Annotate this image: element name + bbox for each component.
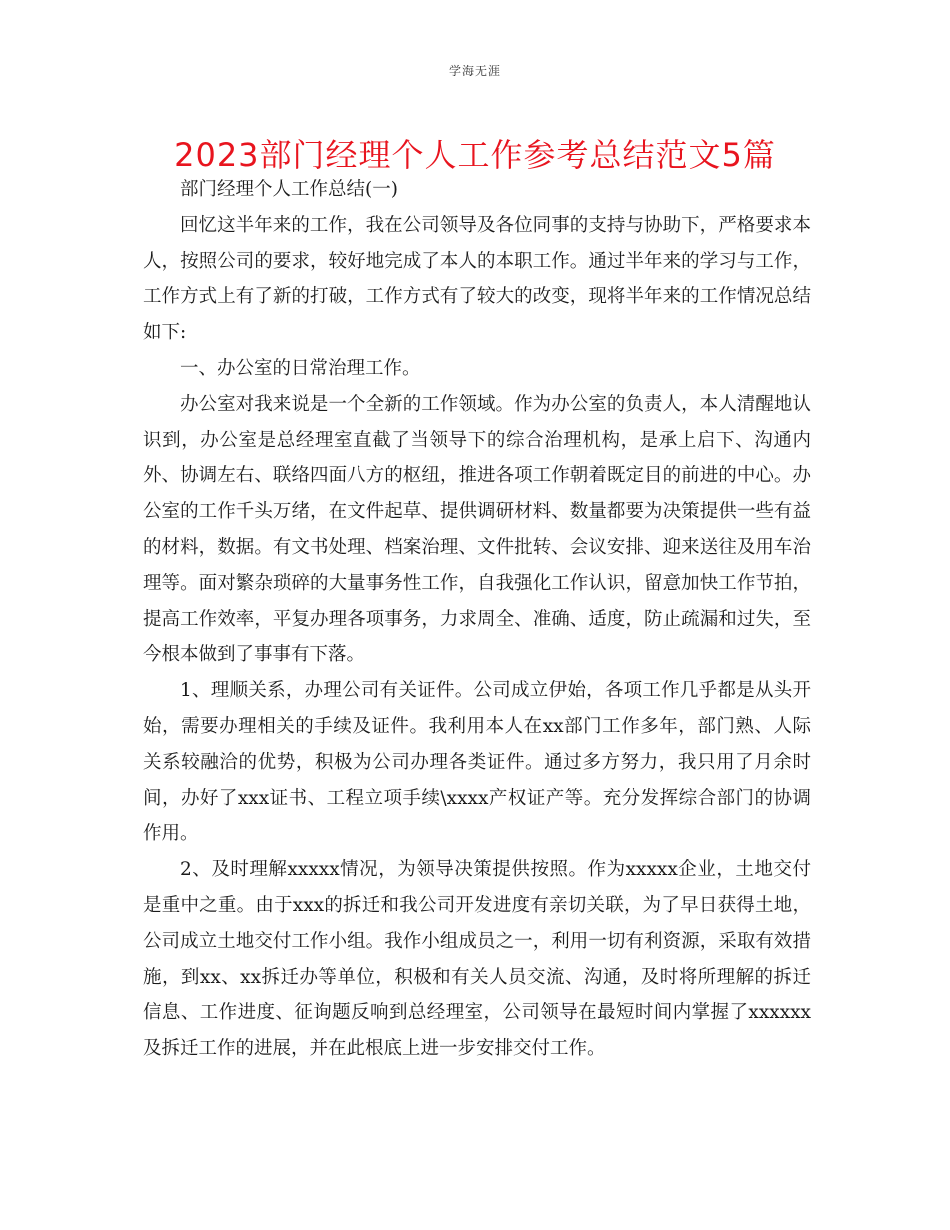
section-heading: 部门经理个人工作总结(一): [180, 179, 398, 200]
paragraph: 1、理顺关系，办理公司有关证件。公司成立伊始，各项工作几乎都是从头开始，需要办理相关的手续及证件。我利用本人在xx部门工作多年，部门熟、人际关系较融洽的优势，积极为公司办理各类证件。通过多方努力，我只用了月余时间，办好了xxx证书、工程立项手续\xxxx产权证产等。充分发挥综合部门的协调作用。: [143, 680, 811, 845]
header-note: 学海无涯: [448, 64, 501, 78]
paragraph: 2、及时理解xxxxx情况，为领导决策提供按照。作为xxxxx企业，土地交付是重中之重。由于xxx的拆迁和我公司开发进度有亲切关联，为了早日获得土地，公司成立土地交付工作小组。我作小组成员之一，利用一切有利资源，采取有效措施，到xx、xx拆迁办等单位，积极和有关人员交流、沟通，及时将所理解的拆迁信息、工作进度、征询题反响到总经理室，公司领导在最短时间内掌握了xxxxxx及拆迁工作的进展，并在此根底上进一步安排交付工作。: [143, 859, 811, 1060]
document-body: [143, 172, 811, 1067]
subsection-heading: 一、办公室的日常治理工作。: [180, 357, 421, 379]
document-title: 2023部门经理个人工作参考总结范文5篇: [174, 136, 776, 174]
paragraph: 回忆这半年来的工作，我在公司领导及各位同事的支持与协助下，严格要求本人，按照公司的要求，较好地完成了本人的本职工作。通过半年来的学习与工作，工作方式上有了新的打破，工作方式有了较大的改变，现将半年来的工作情况总结如下:: [143, 214, 811, 344]
paragraph: 办公室对我来说是一个全新的工作领域。作为办公室的负责人，本人清醒地认识到，办公室是总经理室直截了当领导下的综合治理机构，是承上启下、沟通内外、协调左右、联络四面八方的枢纽，推进各项工作朝着既定目的前进的中心。办公室的工作千头万绪，在文件起草、提供调研材料、数量都要为决策提供一些有益的材料，数据。有文书处理、档案治理、文件批转、会议安排、迎来送往及用车治理等。面对繁杂琐碎的大量事务性工作，自我强化工作认识，留意加快工作节拍，提高工作效率，平复办理各项事务，力求周全、准确、适度，防止疏漏和过失，至今根本做到了事事有下落。: [143, 393, 811, 666]
